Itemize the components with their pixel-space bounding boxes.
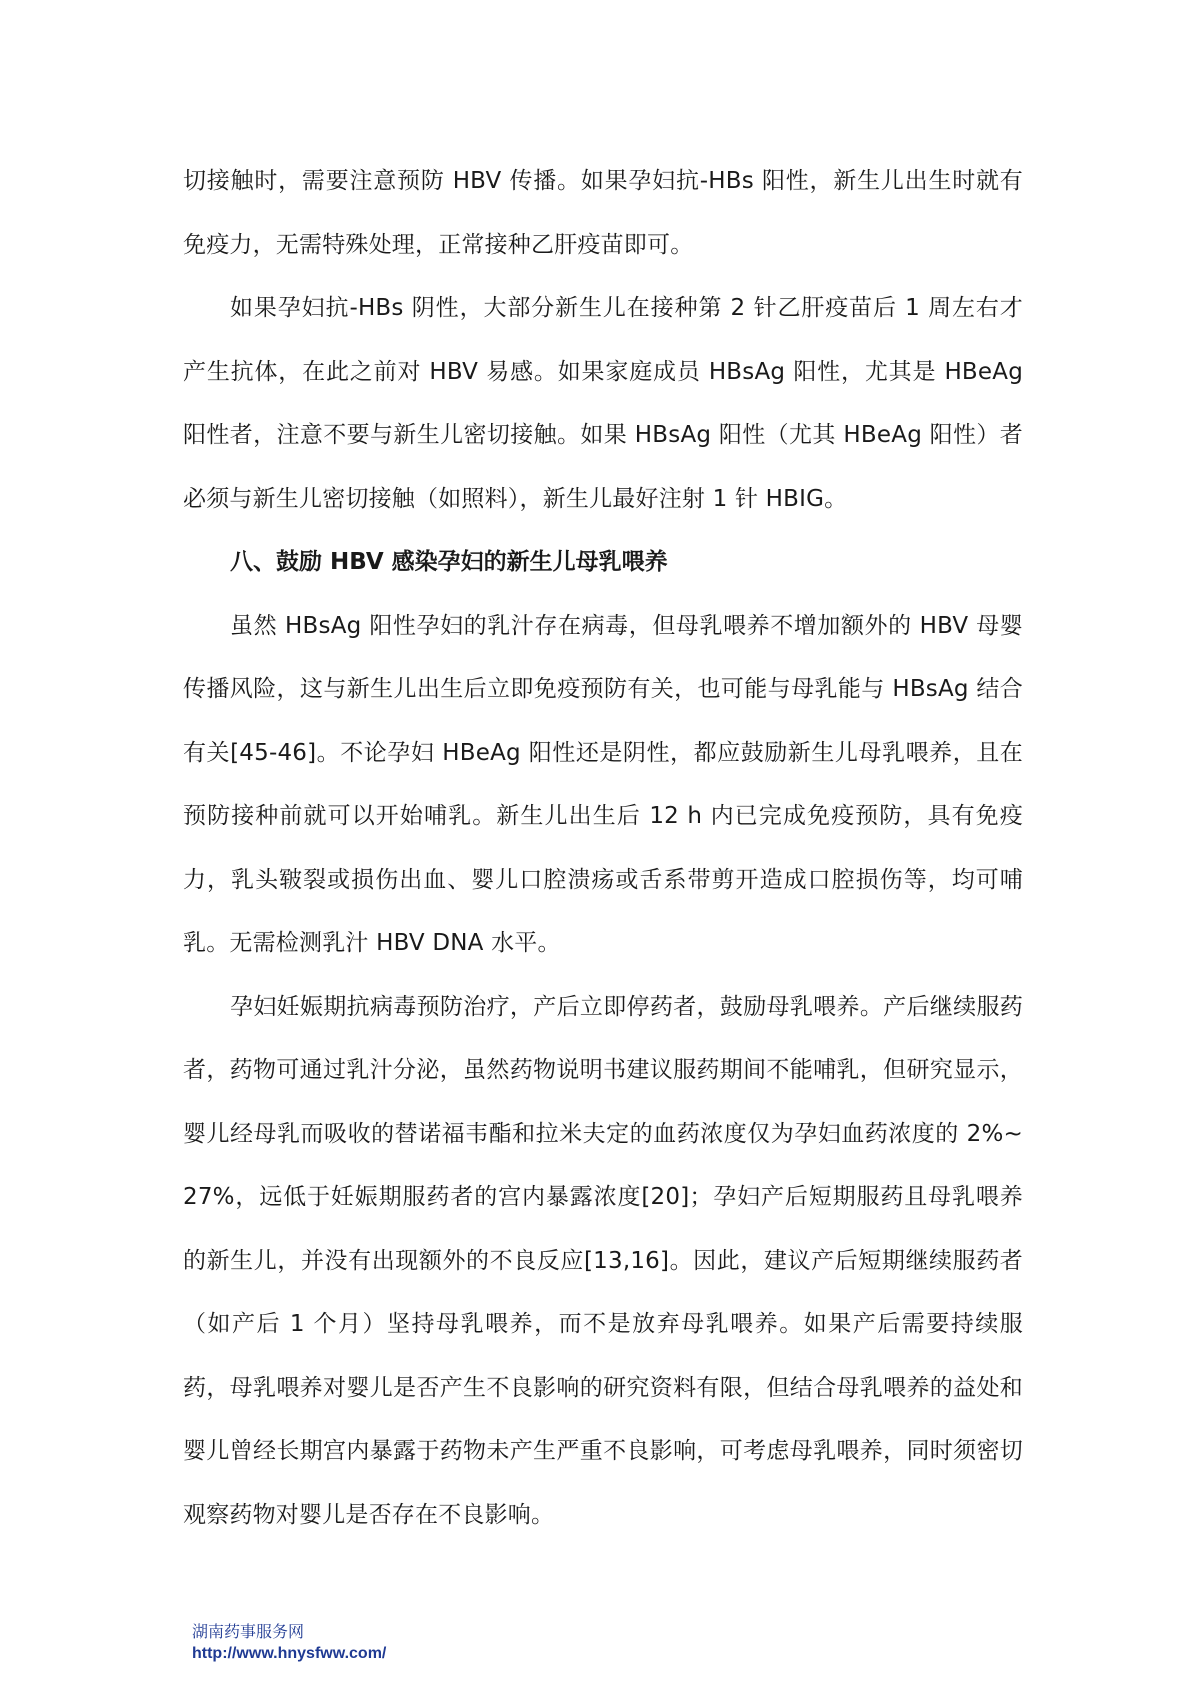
paragraph-1: 切接触时，需要注意预防 HBV 传播。如果孕妇抗-HBs 阳性，新生儿出生时就有免疫力，无需特殊处理，正常接种乙肝疫苗即可。: [183, 168, 1023, 258]
section-heading: 八、鼓励 HBV 感染孕妇的新生儿母乳喂养: [230, 549, 668, 575]
paragraph-2: 如果孕妇抗-HBs 阴性，大部分新生儿在接种第 2 针乙肝疫苗后 1 周左右才产生抗体，在此之前对 HBV 易感。如果家庭成员 HBsAg 阳性，尤其是 HBeAg 阳性者，注意不要与新生儿密切接触。如果 HBsAg 阳性（尤其 HBeAg 阳性）者必须与新生儿密切接触（如照料），新生儿最好注射 1 针 HBIG。: [183, 295, 1023, 512]
page-footer: [192, 1622, 386, 1664]
paragraph-4: 孕妇妊娠期抗病毒预防治疗，产后立即停药者，鼓励母乳喂养。产后继续服药者，药物可通过乳汁分泌，虽然药物说明书建议服药期间不能哺乳，但研究显示，婴儿经母乳而吸收的替诺福韦酯和拉米夫定的血药浓度仅为孕妇血药浓度的 2%~27%，远低于妊娠期服药者的宫内暴露浓度[20]；孕妇产后短期服药且母乳喂养的新生儿，并没有出现额外的不良反应[13,16]。因此，建议产后短期继续服药者（如产后 1 个月）坚持母乳喂养，而不是放弃母乳喂养。如果产后需要持续服药，母乳喂养对婴儿是否产生不良影响的研究资料有限，但结合母乳喂养的益处和婴儿曾经长期宫内暴露于药物未产生严重不良影响，可考虑母乳喂养，同时须密切观察药物对婴儿是否存在不良影响。: [183, 993, 1023, 1528]
document-body: [183, 150, 1023, 1547]
footer-site-name: 湖南药事服务网: [192, 1624, 305, 1641]
footer-url-link[interactable]: http://www.hnysfww.com/: [192, 1645, 387, 1662]
paragraph-3: 虽然 HBsAg 阳性孕妇的乳汁存在病毒，但母乳喂养不增加额外的 HBV 母婴传播风险，这与新生儿出生后立即免疫预防有关，也可能与母乳能与 HBsAg 结合有关[45-46]。不论孕妇 HBeAg 阳性还是阴性，都应鼓励新生儿母乳喂养，且在预防接种前就可以开始哺乳。新生儿出生后 12 h 内已完成免疫预防，具有免疫力，乳头皲裂或损伤出血、婴儿口腔溃疡或舌系带剪开造成口腔损伤等，均可哺乳。无需检测乳汁 HBV DNA 水平。: [183, 612, 1023, 956]
